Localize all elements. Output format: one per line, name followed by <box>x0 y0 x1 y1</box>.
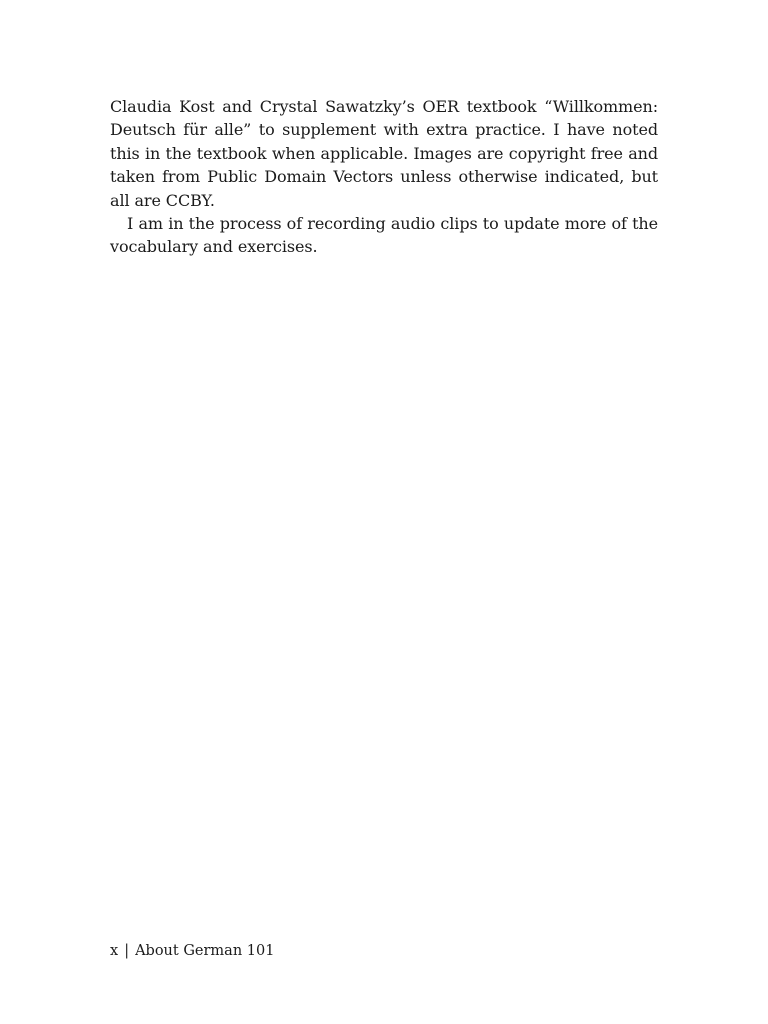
body-text <box>110 95 658 259</box>
paragraph-continued: Claudia Kost and Crystal Sawatzky’s OER textbook “Willkommen: Deutsch für alle” to supplement with extra practice. I have noted this in the textbook when applicable. Images are copyright free and taken from Public Domain Vectors unless otherwise indicated, but all are CCBY. <box>110 97 658 210</box>
page-number: x <box>110 943 119 959</box>
paragraph-audio-clips: I am in the process of recording audio clips to update more of the vocabulary and exercises. <box>110 214 658 257</box>
footer-separator: | <box>124 943 130 959</box>
page-footer <box>110 941 274 961</box>
running-section-title: About German 101 <box>135 943 275 959</box>
